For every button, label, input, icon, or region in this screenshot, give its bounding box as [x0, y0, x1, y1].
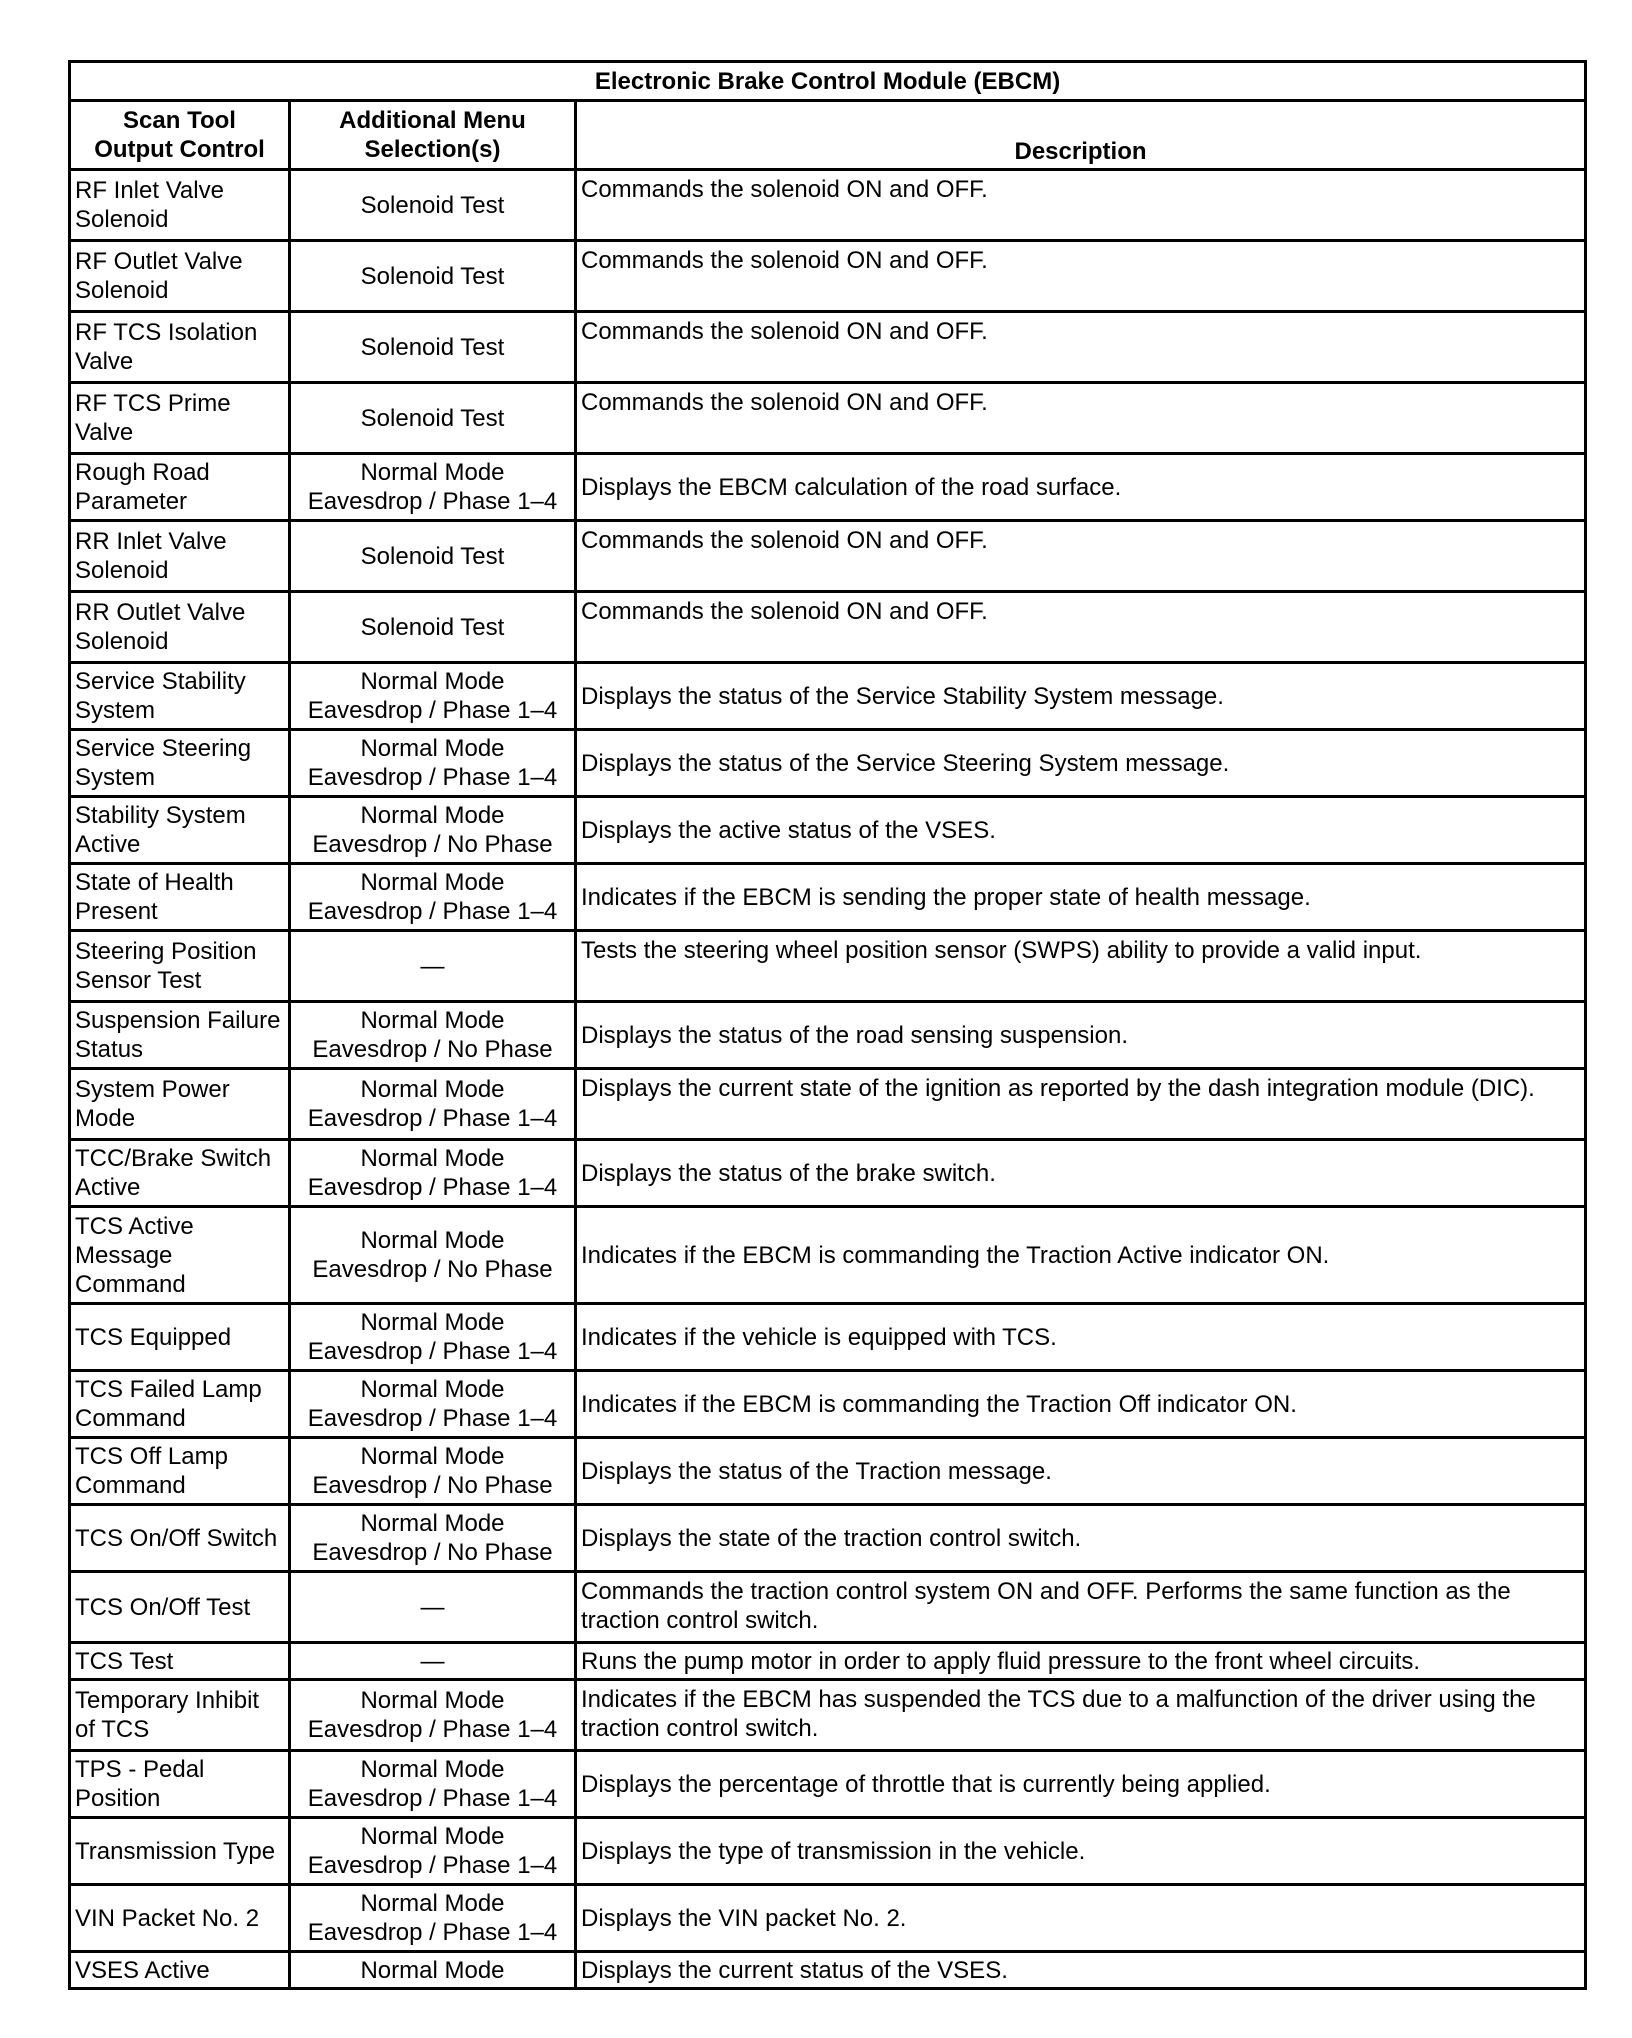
description-cell: Displays the VIN packet No. 2.: [576, 1885, 1586, 1952]
menu-selection-line: Normal Mode: [360, 1823, 505, 1850]
table-row: [70, 521, 1586, 592]
menu-selection-cell: [290, 383, 576, 454]
header-menu-line1: Additional Menu: [339, 107, 526, 134]
menu-selection-line: Solenoid Test: [360, 613, 505, 641]
output-control-cell: VIN Packet No. 2: [70, 1885, 290, 1952]
menu-selection-line: Eavesdrop / No Phase: [312, 1539, 553, 1566]
output-control-cell: RF TCS Prime Valve: [70, 383, 290, 454]
table-row: [70, 383, 1586, 454]
output-control-cell: TCS Equipped: [70, 1304, 290, 1371]
description-cell: Tests the steering wheel position sensor (SWPS) ability to provide a valid input.: [576, 931, 1586, 1002]
menu-selection-line: Normal Mode: [360, 1227, 505, 1254]
description-cell: Displays the type of transmission in the vehicle.: [576, 1818, 1586, 1885]
description-cell: Indicates if the EBCM has suspended the TCS due to a malfunction of the driver using the traction control switch.: [576, 1680, 1586, 1751]
description-cell: Displays the current status of the VSES.: [576, 1952, 1586, 1989]
menu-selection-line: Solenoid Test: [360, 404, 505, 432]
table-row: [70, 1680, 1586, 1751]
description-cell: Displays the status of the Service Stability System message.: [576, 663, 1586, 730]
output-control-cell: RF TCS Isolation Valve: [70, 312, 290, 383]
menu-selection-cell: [290, 1304, 576, 1371]
output-control-cell: VSES Active: [70, 1952, 290, 1989]
table-body: [70, 170, 1586, 1989]
output-control-cell: RF Inlet Valve Solenoid: [70, 170, 290, 241]
description-cell: Commands the solenoid ON and OFF.: [576, 383, 1586, 454]
table-row: [70, 1140, 1586, 1207]
header-row: [70, 101, 1586, 170]
menu-selection-line: Eavesdrop / Phase 1–4: [307, 1919, 558, 1946]
table-row: [70, 1643, 1586, 1680]
description-cell: Commands the solenoid ON and OFF.: [576, 521, 1586, 592]
menu-selection-line: Eavesdrop / No Phase: [312, 1256, 553, 1283]
menu-selection-cell: [290, 241, 576, 312]
output-control-cell: Transmission Type: [70, 1818, 290, 1885]
menu-selection-line: Normal Mode: [360, 735, 505, 762]
menu-selection-line: Normal Mode: [360, 1443, 505, 1470]
output-control-cell: System Power Mode: [70, 1069, 290, 1140]
table-row: [70, 864, 1586, 931]
output-control-cell: RF Outlet Valve Solenoid: [70, 241, 290, 312]
description-cell: Indicates if the EBCM is sending the proper state of health message.: [576, 864, 1586, 931]
description-cell: Displays the current state of the ignition as reported by the dash integration module (DIC).: [576, 1069, 1586, 1140]
menu-selection-cell: [290, 1751, 576, 1818]
output-control-cell: TCS Test: [70, 1643, 290, 1680]
table-row: [70, 1751, 1586, 1818]
description-cell: Commands the traction control system ON and OFF. Performs the same function as the traction control switch.: [576, 1572, 1586, 1643]
header-output-control: [70, 101, 290, 170]
menu-selection-cell: [290, 1818, 576, 1885]
menu-selection-line: Eavesdrop / No Phase: [312, 831, 553, 858]
table-row: [70, 1371, 1586, 1438]
table-row: [70, 1505, 1586, 1572]
menu-selection-cell: [290, 312, 576, 383]
output-control-cell: TCS Active Message Command: [70, 1207, 290, 1304]
menu-selection-line: Normal Mode: [360, 869, 505, 896]
menu-selection-line: Eavesdrop / Phase 1–4: [307, 764, 558, 791]
ebcm-output-control-table: [68, 60, 1587, 1990]
menu-selection-line: Normal Mode: [360, 1890, 505, 1917]
output-control-cell: TPS - Pedal Position: [70, 1751, 290, 1818]
description-cell: Indicates if the EBCM is commanding the Traction Active indicator ON.: [576, 1207, 1586, 1304]
menu-selection-cell: [290, 730, 576, 797]
description-cell: Displays the status of the road sensing suspension.: [576, 1002, 1586, 1069]
description-cell: Displays the status of the Service Steering System message.: [576, 730, 1586, 797]
menu-selection-line: Solenoid Test: [360, 542, 505, 570]
description-cell: Commands the solenoid ON and OFF.: [576, 241, 1586, 312]
header-menu-line2: Selection(s): [364, 136, 501, 163]
menu-selection-cell: [290, 1572, 576, 1643]
menu-selection-cell: [290, 170, 576, 241]
description-cell: Indicates if the EBCM is commanding the Traction Off indicator ON.: [576, 1371, 1586, 1438]
table-row: [70, 592, 1586, 663]
description-cell: Commands the solenoid ON and OFF.: [576, 312, 1586, 383]
menu-selection-cell: [290, 1140, 576, 1207]
menu-selection-line: Eavesdrop / Phase 1–4: [307, 1405, 558, 1432]
menu-selection-cell: [290, 797, 576, 864]
menu-selection-cell: [290, 1885, 576, 1952]
menu-selection-line: Eavesdrop / No Phase: [312, 1036, 553, 1063]
output-control-cell: Service Stability System: [70, 663, 290, 730]
menu-selection-line: —: [420, 952, 445, 980]
table-row: [70, 1002, 1586, 1069]
table-row: [70, 312, 1586, 383]
menu-selection-cell: [290, 592, 576, 663]
menu-selection-line: Normal Mode: [360, 459, 505, 486]
menu-selection-cell: [290, 1680, 576, 1751]
menu-selection-line: —: [420, 1593, 445, 1621]
menu-selection-line: Eavesdrop / Phase 1–4: [307, 898, 558, 925]
table-row: [70, 1572, 1586, 1643]
menu-selection-cell: [290, 931, 576, 1002]
description-cell: Displays the EBCM calculation of the road surface.: [576, 454, 1586, 521]
output-control-cell: TCS Off Lamp Command: [70, 1438, 290, 1505]
menu-selection-line: Normal Mode: [360, 668, 505, 695]
output-control-cell: Temporary Inhibit of TCS: [70, 1680, 290, 1751]
header-description: Description: [576, 101, 1586, 170]
table-row: [70, 1304, 1586, 1371]
menu-selection-line: Eavesdrop / Phase 1–4: [307, 1338, 558, 1365]
menu-selection-line: Eavesdrop / Phase 1–4: [307, 1105, 558, 1132]
menu-selection-line: Normal Mode: [360, 1007, 505, 1034]
menu-selection-cell: [290, 1207, 576, 1304]
output-control-cell: Steering Position Sensor Test: [70, 931, 290, 1002]
menu-selection-cell: [290, 1069, 576, 1140]
menu-selection-line: Eavesdrop / Phase 1–4: [307, 1174, 558, 1201]
description-cell: Displays the status of the Traction message.: [576, 1438, 1586, 1505]
menu-selection-line: Normal Mode: [360, 1309, 505, 1336]
menu-selection-line: Normal Mode: [360, 1145, 505, 1172]
menu-selection-line: Eavesdrop / Phase 1–4: [307, 488, 558, 515]
menu-selection-cell: [290, 663, 576, 730]
menu-selection-line: Normal Mode: [360, 1376, 505, 1403]
output-control-cell: RR Inlet Valve Solenoid: [70, 521, 290, 592]
menu-selection-line: Eavesdrop / Phase 1–4: [307, 1716, 558, 1743]
menu-selection-line: Normal Mode: [360, 1510, 505, 1537]
menu-selection-line: Normal Mode: [360, 1687, 505, 1714]
description-cell: Runs the pump motor in order to apply fluid pressure to the front wheel circuits.: [576, 1643, 1586, 1680]
header-menu-selection: [290, 101, 576, 170]
table-row: [70, 1952, 1586, 1989]
table-row: [70, 1438, 1586, 1505]
table-row: [70, 797, 1586, 864]
menu-selection-line: Normal Mode: [360, 802, 505, 829]
table-row: [70, 1818, 1586, 1885]
menu-selection-line: Normal Mode: [360, 1956, 505, 1984]
menu-selection-cell: [290, 864, 576, 931]
output-control-cell: State of Health Present: [70, 864, 290, 931]
table-row: [70, 1885, 1586, 1952]
menu-selection-cell: [290, 1505, 576, 1572]
menu-selection-cell: [290, 1643, 576, 1680]
table-row: [70, 730, 1586, 797]
table-title: Electronic Brake Control Module (EBCM): [70, 62, 1586, 101]
menu-selection-line: Eavesdrop / No Phase: [312, 1472, 553, 1499]
menu-selection-line: Normal Mode: [360, 1076, 505, 1103]
menu-selection-cell: [290, 1438, 576, 1505]
table-row: [70, 241, 1586, 312]
menu-selection-line: Eavesdrop / Phase 1–4: [307, 1785, 558, 1812]
menu-selection-line: Normal Mode: [360, 1756, 505, 1783]
table-row: [70, 1207, 1586, 1304]
table-row: [70, 931, 1586, 1002]
output-control-cell: RR Outlet Valve Solenoid: [70, 592, 290, 663]
menu-selection-line: Eavesdrop / Phase 1–4: [307, 1852, 558, 1879]
menu-selection-line: Solenoid Test: [360, 333, 505, 361]
description-cell: Indicates if the vehicle is equipped with TCS.: [576, 1304, 1586, 1371]
output-control-cell: TCC/Brake Switch Active: [70, 1140, 290, 1207]
header-output-control-line1: Scan Tool: [123, 107, 236, 134]
output-control-cell: Service Steering System: [70, 730, 290, 797]
description-cell: Commands the solenoid ON and OFF.: [576, 170, 1586, 241]
menu-selection-cell: [290, 1952, 576, 1989]
output-control-cell: TCS Failed Lamp Command: [70, 1371, 290, 1438]
description-cell: Displays the state of the traction control switch.: [576, 1505, 1586, 1572]
description-cell: Displays the status of the brake switch.: [576, 1140, 1586, 1207]
menu-selection-line: Solenoid Test: [360, 262, 505, 290]
output-control-cell: Stability System Active: [70, 797, 290, 864]
menu-selection-cell: [290, 1371, 576, 1438]
menu-selection-line: —: [420, 1647, 445, 1675]
menu-selection-line: Solenoid Test: [360, 191, 505, 219]
table-row: [70, 663, 1586, 730]
header-output-control-line2: Output Control: [94, 136, 265, 163]
output-control-cell: TCS On/Off Test: [70, 1572, 290, 1643]
description-cell: Commands the solenoid ON and OFF.: [576, 592, 1586, 663]
menu-selection-cell: [290, 521, 576, 592]
menu-selection-cell: [290, 454, 576, 521]
table-row: [70, 454, 1586, 521]
table-row: [70, 1069, 1586, 1140]
output-control-cell: TCS On/Off Switch: [70, 1505, 290, 1572]
output-control-cell: Suspension Failure Status: [70, 1002, 290, 1069]
description-cell: Displays the active status of the VSES.: [576, 797, 1586, 864]
menu-selection-line: Eavesdrop / Phase 1–4: [307, 697, 558, 724]
description-cell: Displays the percentage of throttle that is currently being applied.: [576, 1751, 1586, 1818]
table-row: [70, 170, 1586, 241]
menu-selection-cell: [290, 1002, 576, 1069]
output-control-cell: Rough Road Parameter: [70, 454, 290, 521]
